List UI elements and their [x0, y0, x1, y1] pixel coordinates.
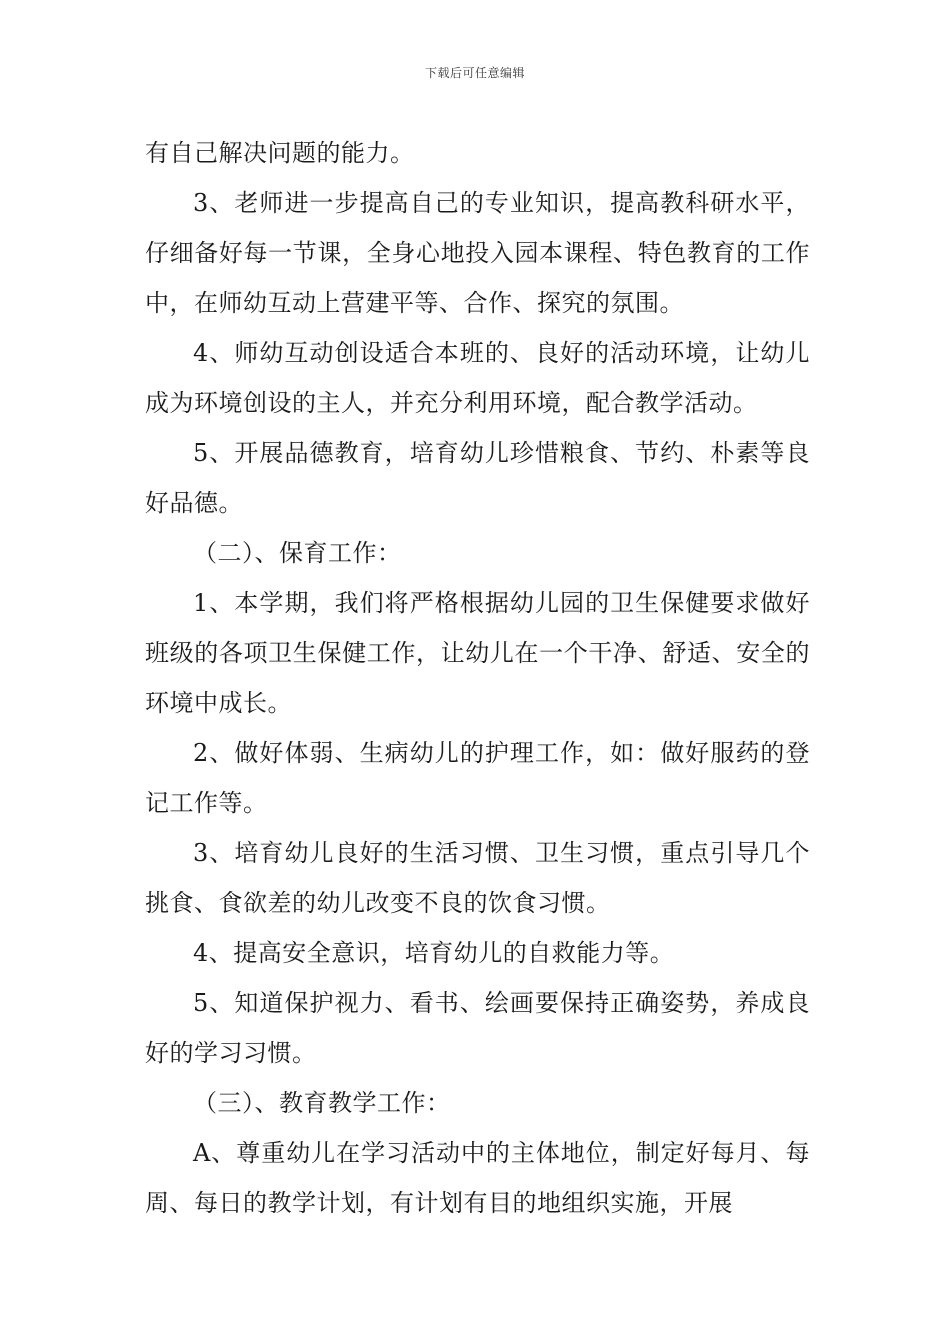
- paragraph-3: 4、师幼互动创设适合本班的、良好的活动环境，让幼儿成为环境创设的主人，并充分利用环境，配合教学活动。: [145, 339, 810, 417]
- paragraph-10: 5、知道保护视力、看书、绘画要保持正确姿势，养成良好的学习习惯。: [145, 989, 810, 1067]
- paragraph-12: A、尊重幼儿在学习活动中的主体地位，制定好每月、每周、每日的教学计划，有计划有目的地组织实施，开展: [145, 1139, 810, 1217]
- page-header-note: 下载后可任意编辑: [424, 66, 525, 80]
- paragraph-6: 1、本学期，我们将严格根据幼儿园的卫生保健要求做好班级的各项卫生保健工作，让幼儿在一个干净、舒适、安全的环境中成长。: [145, 589, 810, 717]
- document-body: [145, 128, 810, 1228]
- section-heading-care-work: （二）、保育工作：: [193, 539, 402, 567]
- paragraph-9: 4、提高安全意识，培育幼儿的自救能力等。: [193, 939, 675, 967]
- section-heading-teaching-work: （三）、教育教学工作：: [193, 1089, 451, 1117]
- paragraph-1: 有自己解决问题的能力。: [145, 139, 415, 167]
- paragraph-2: 3、老师进一步提高自己的专业知识，提高教科研水平，仔细备好每一节课，全身心地投入园本课程、特色教育的工作中，在师幼互动上营建平等、合作、探究的氛围。: [145, 189, 810, 317]
- paragraph-7: 2、做好体弱、生病幼儿的护理工作，如：做好服药的登记工作等。: [145, 739, 810, 817]
- paragraph-8: 3、培育幼儿良好的生活习惯、卫生习惯，重点引导几个挑食、食欲差的幼儿改变不良的饮食习惯。: [145, 839, 810, 917]
- paragraph-4: 5、开展品德教育，培育幼儿珍惜粮食、节约、朴素等良好品德。: [145, 439, 810, 517]
